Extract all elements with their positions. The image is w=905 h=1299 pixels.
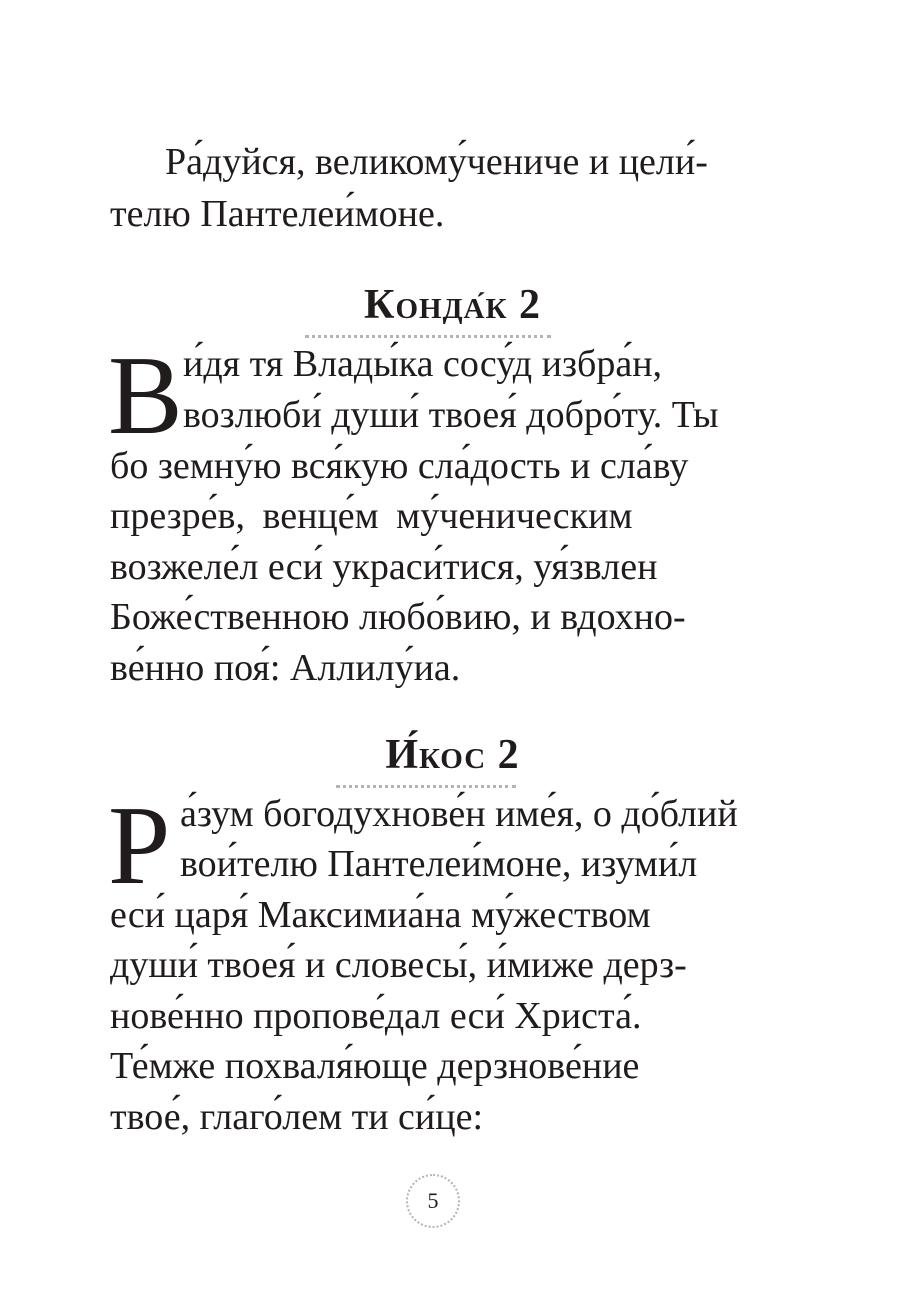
kontakion-line-3: бо земну́ю вся́кую сла́дость и сла́ву: [110, 445, 689, 487]
kontakion-line-1: и́дя тя Влады́ка сосу́д избра́н,: [183, 343, 663, 385]
ikos-line-3: еси́ царя́ Максимиа́на му́жеством: [110, 894, 651, 936]
kontakion-line-2: возлюби́ души́ твоея́ добро́ту. Ты: [183, 394, 719, 436]
kontakion-heading: Конда́к 2: [364, 282, 541, 328]
ikos-heading: И́кос 2: [385, 732, 520, 778]
kontakion-line-6: Боже́ственною любо́вию, и вдохно-: [110, 596, 686, 638]
intro-line-1: Ра́дуйся, великому́чениче и цели́-: [165, 141, 708, 183]
kontakion-line-7: ве́нно поя́: Аллилу́иа.: [110, 647, 461, 689]
kontakion-line-4: презре́в, венце́м му́ченическим: [110, 495, 633, 537]
intro-line-2: телю Пантелеи́моне.: [110, 193, 445, 235]
page-number: 5: [427, 1188, 439, 1213]
page-number-badge: [406, 1174, 460, 1228]
ikos-line-2: вои́телю Пантелеи́моне, изуми́л: [180, 843, 698, 885]
kontakion-line-5: возжеле́л еси́ украси́тися, уя́звлен: [110, 546, 658, 588]
ikos-line-7: твое́, глаго́лем ти си́це:: [110, 1096, 484, 1138]
ikos-line-1: а́зум богодухнове́н име́я, о до́блий: [180, 793, 738, 835]
ikos-line-4: души́ твоея́ и словесы́, и́миже дерз-: [110, 944, 687, 986]
ikos-line-5: нове́нно пропове́дал еси́ Христа́.: [110, 995, 642, 1037]
ikos-dropcap: Р: [108, 784, 171, 908]
ikos-line-6: Те́мже похваля́юще дерзнове́ние: [110, 1045, 640, 1087]
kontakion-dropcap: В: [108, 334, 183, 458]
